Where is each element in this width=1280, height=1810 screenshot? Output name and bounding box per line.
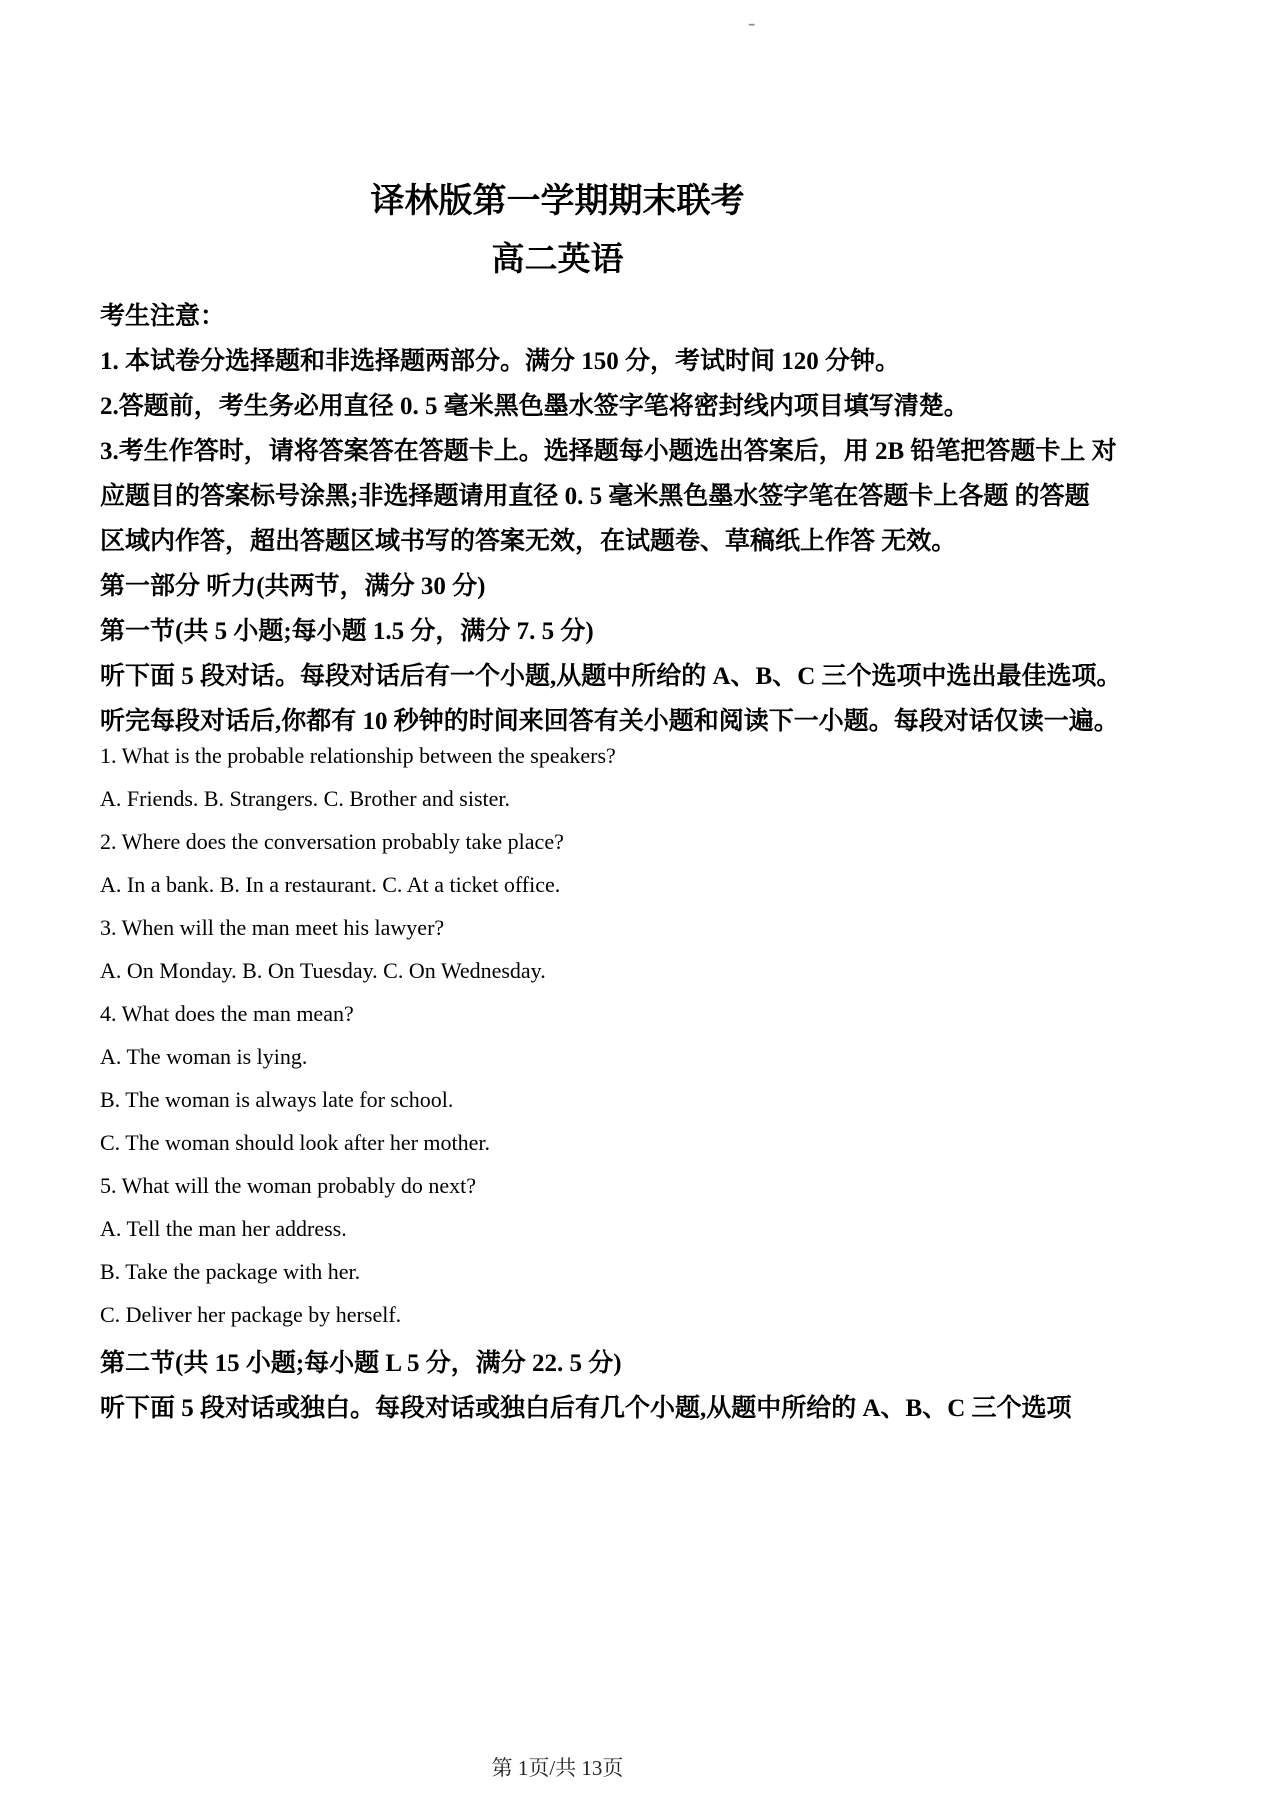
- section1-instruction-2: 听完每段对话后,你都有 10 秒钟的时间来回答有关小题和阅读下一小题。每段对话仅读一遍。: [100, 708, 1119, 735]
- notice-item-1: 1. 本试卷分选择题和非选择题两部分。满分 150 分，考试时间 120 分钟。: [100, 348, 901, 375]
- notice-item-2: 2.答题前，考生务必用直径 0. 5 毫米黑色墨水签字笔将密封线内项目填写清楚。: [100, 393, 969, 420]
- question-1-text: 1. What is the probable relationship between the speakers?: [100, 743, 616, 768]
- section1-instruction-1: 听下面 5 段对话。每段对话后有一个小题,从题中所给的 A、B、C 三个选项中选出最佳选项。: [100, 663, 1122, 690]
- question-4-text: 4. What does the man mean?: [100, 1001, 354, 1026]
- scan-artifact-mark: -: [748, 10, 756, 35]
- page-number-indicator: 第 1页/共 13页: [491, 1756, 624, 1780]
- question-1-options: A. Friends. B. Strangers. C. Brother and sister.: [100, 786, 511, 811]
- section1-heading: 第一节(共 5 小题;每小题 1.5 分，满分 7. 5 分): [100, 618, 594, 645]
- question-3-text: 3. When will the man meet his lawyer?: [100, 915, 445, 940]
- question-2-text: 2. Where does the conversation probably take place?: [100, 829, 564, 854]
- notice-item-3-cont: 应题目的答案标号涂黑;非选择题请用直径 0. 5 毫米黑色墨水签字笔在答题卡上各题 的答题: [100, 483, 1090, 510]
- question-4-option-c: C. The woman should look after her mother.: [100, 1130, 491, 1155]
- question-2-options: A. In a bank. B. In a restaurant. C. At a ticket office.: [100, 872, 561, 897]
- question-5-option-a: A. Tell the man her address.: [100, 1216, 347, 1241]
- question-4-option-b: B. The woman is always late for school.: [100, 1087, 454, 1112]
- notice-heading: 考生注意：: [100, 303, 226, 330]
- section2-instruction-1: 听下面 5 段对话或独白。每段对话或独白后有几个小题,从题中所给的 A、B、C 三个选项: [100, 1395, 1072, 1422]
- page-content: [100, 0, 1195, 1431]
- question-3-options: A. On Monday. B. On Tuesday. C. On Wednesday.: [100, 958, 546, 983]
- section2-heading: 第二节(共 15 小题;每小题 L 5 分，满分 22. 5 分): [100, 1350, 622, 1377]
- page-title: 译林版第一学期期末联考: [370, 183, 745, 220]
- question-5-text: 5. What will the woman probably do next?: [100, 1173, 476, 1198]
- question-4-option-a: A. The woman is lying.: [100, 1044, 308, 1069]
- notice-item-3-cont2: 区域内作答，超出答题区域书写的答案无效，在试题卷、草稿纸上作答 无效。: [100, 528, 957, 555]
- page-subtitle: 高二英语: [491, 242, 624, 278]
- question-5-option-b: B. Take the package with her.: [100, 1259, 361, 1284]
- part1-heading: 第一部分 听力(共两节，满分 30 分): [100, 573, 486, 600]
- question-5-option-c: C. Deliver her package by herself.: [100, 1302, 402, 1327]
- notice-item-3: 3.考生作答时，请将答案答在答题卡上。选择题每小题选出答案后，用 2B 铅笔把答题卡上 对: [100, 438, 1117, 465]
